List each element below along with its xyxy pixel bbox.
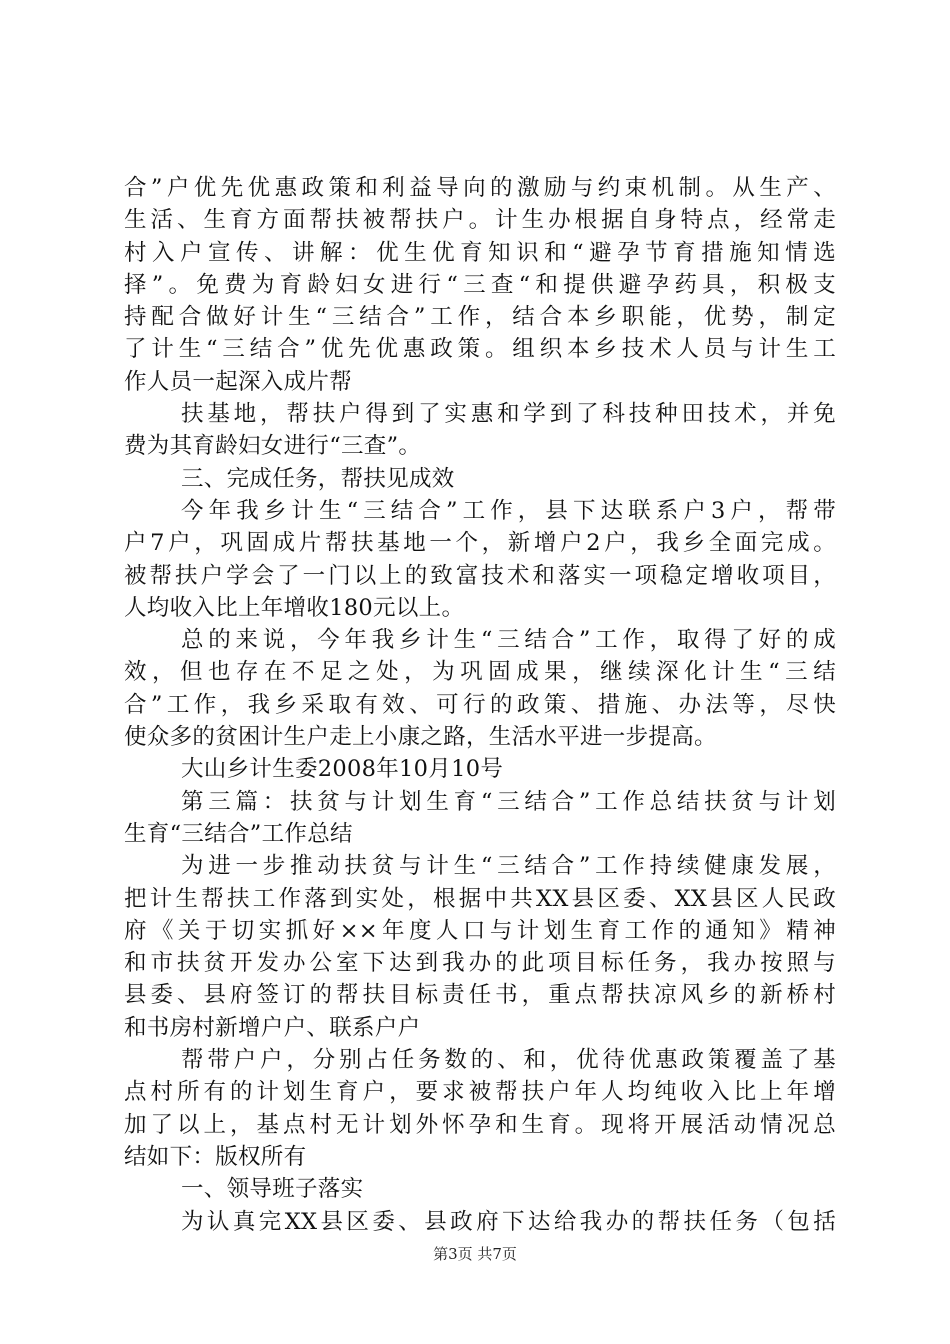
text-line: 被帮扶户学会了一门以上的致富技术和落实一项稳定增收项目，: [124, 562, 836, 589]
text-line: 为认真完XX县区委、县政府下达给我办的帮扶任务（包括: [181, 1208, 836, 1235]
text-line: 择”。免费为育龄妇女进行“三查“和提供避孕药具，积极支: [124, 271, 836, 298]
text-line: 持配合做好计生“三结合”工作，结合本乡职能，优势，制定: [124, 304, 836, 331]
text-line: 总的来说，今年我乡计生“三结合”工作，取得了好的成: [181, 627, 836, 654]
text-line: 作人员一起深入成片帮: [124, 368, 353, 395]
text-line: 生育“三结合”工作总结: [124, 820, 353, 847]
text-line: 扶基地，帮扶户得到了实惠和学到了科技种田技术，并免: [181, 401, 836, 428]
text-line: 三、完成任务，帮扶见成效: [181, 465, 455, 492]
text-line: 效，但也存在不足之处，为巩固成果，继续深化计生“三结: [124, 659, 836, 686]
page-footer: 第3页 共7页: [433, 1245, 517, 1263]
text-line: 合”户优先优惠政策和利益导向的激励与约束机制。从生产、: [124, 175, 836, 201]
text-line: 生活、生育方面帮扶被帮扶户。计生办根据自身特点，经常走: [124, 207, 836, 234]
text-line: 和市扶贫开发办公室下达到我办的此项目标任务，我办按照与: [124, 950, 836, 977]
text-line: 把计生帮扶工作落到实处，根据中共XX县区委、XX县区人民政: [124, 885, 836, 912]
text-line: 府《关于切实抓好××年度人口与计划生育工作的通知》精神: [124, 917, 836, 944]
text-line: 大山乡计生委2008年10月10号: [181, 756, 504, 783]
document-body: [124, 172, 836, 1238]
text-line: 人均收入比上年增收180元以上。: [124, 594, 465, 621]
text-line: 和书房村新增户户、联系户户: [124, 1014, 421, 1041]
text-line: 户7户，巩固成片帮扶基地一个，新增户2户，我乡全面完成。: [124, 530, 836, 557]
text-line: 了计生“三结合”优先优惠政策。组织本乡技术人员与计生工: [124, 336, 836, 363]
text-line: 合”工作，我乡采取有效、可行的政策、措施、办法等，尽快: [124, 691, 836, 718]
text-line: 使众多的贫困计生户走上小康之路，生活水平进一步提高。: [124, 724, 717, 751]
text-line: 为进一步推动扶贫与计生“三结合”工作持续健康发展，: [181, 853, 836, 880]
text-line: 帮带户户，分别占任务数的、和，优待优惠政策覆盖了基: [181, 1047, 836, 1074]
text-line: 费为其育龄妇女进行“三查”。: [124, 433, 422, 460]
text-line: 村入户宣传、讲解：优生优育知识和“避孕节育措施知情选: [124, 239, 836, 266]
text-line: 点村所有的计划生育户，要求被帮扶户年人均纯收入比上年增: [124, 1079, 836, 1106]
text-line: 结如下：版权所有: [124, 1143, 307, 1170]
text-line: 县委、县府签订的帮扶目标责任书，重点帮扶凉风乡的新桥村: [124, 982, 836, 1009]
text-line: 加了以上，基点村无计划外怀孕和生育。现将开展活动情况总: [124, 1111, 836, 1138]
text-line: 一、领导班子落实: [181, 1176, 364, 1203]
text-line: 第三篇：扶贫与计划生育“三结合”工作总结扶贫与计划: [181, 788, 836, 815]
text-line: 今年我乡计生“三结合”工作，县下达联系户3户，帮带: [181, 497, 836, 524]
